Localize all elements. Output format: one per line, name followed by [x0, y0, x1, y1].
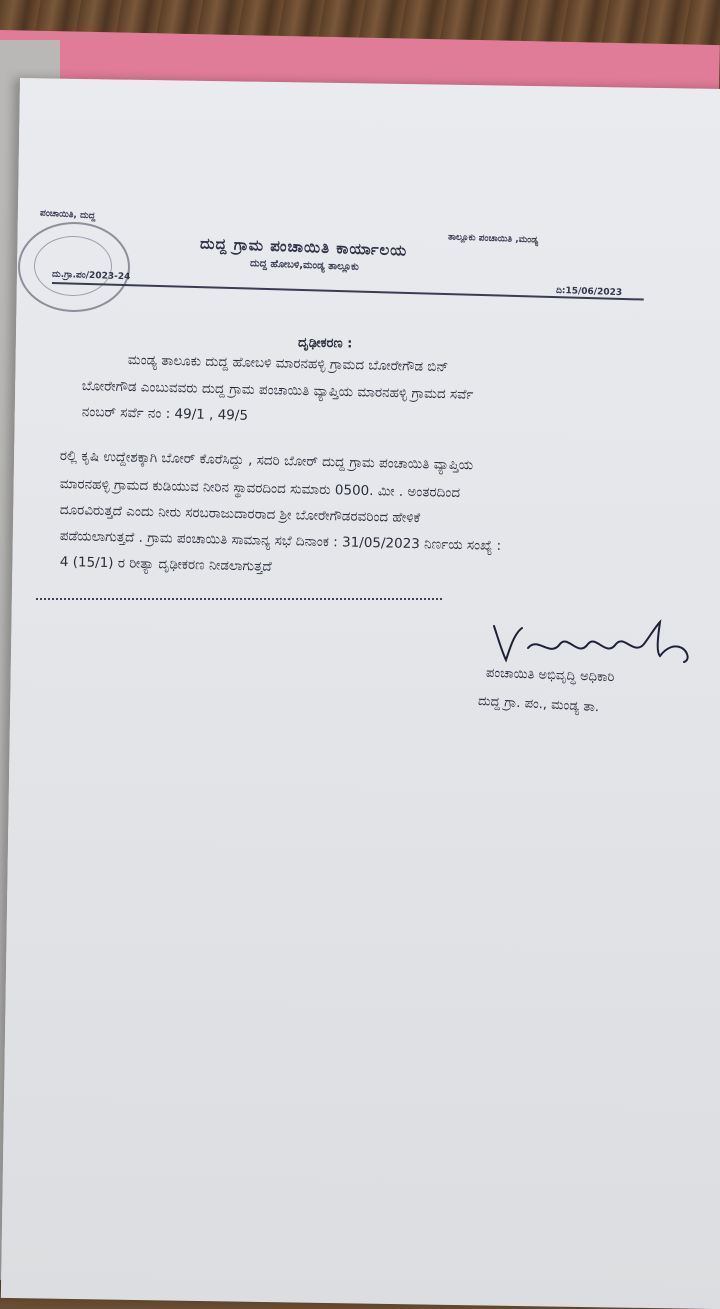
document-date: ದಿ:15/06/2023 — [555, 285, 623, 299]
office-seal-stamp — [18, 222, 130, 312]
body-line: 4 (15/1) ರ ರೀತ್ಯಾ ದೃಢೀಕರಣ ನೀಡಲಾಗುತ್ತದೆ — [59, 554, 272, 575]
signatory-title: ಪಂಚಾಯಿತಿ ಅಭಿವೃದ್ಧಿ ಅಧಿಕಾರಿ — [485, 665, 615, 686]
header-right-text: ತಾಲ್ಲೂಕು ಪಂಚಾಯಿತಿ ,ಮಂಡ್ಯ — [447, 232, 539, 246]
signatory-office: ದುದ್ದ ಗ್ರಾ. ಪಂ., ಮಂಡ್ಯ ತಾ. — [477, 693, 600, 716]
body-line: ಬೋರೇಗೌಡ ಎಂಬುವವರು ದುದ್ದ ಗ್ರಾಮ ಪಂಚಾಯಿತಿ ವ್ಯಾಪ್ತಿಯ ಮಾರನಹಳ್ಳಿ ಗ್ರಾಮದ ಸರ್ವೆ — [81, 378, 474, 403]
body-line: ರಲ್ಲಿ ಕೃಷಿ ಉದ್ದೇಶಕ್ಕಾಗಿ ಬೋರ್ ಕೊರೆಸಿದ್ದು , ಸದರಿ ಬೋರ್ ದುದ್ದ ಗ್ರಾಮ ಪಂಚಾಯಿತಿ ವ್ಯಾಪ್ತಿಯ — [59, 448, 474, 474]
body-line: ನಂಬರ್ ಸರ್ವೆ ನಂ : 49/1 , 49/5 — [81, 404, 249, 424]
handwritten-signature — [488, 618, 698, 668]
body-line: ದೂರವಿರುತ್ತದೆ ಎಂದು ನೀರು ಸರಬರಾಜುದಾರರಾದ ಶ್ರೀ ಬೋರೇಗೌಡರವರಿಂದ ಹೇಳಿಕೆ — [59, 502, 421, 527]
body-line: ಮಂಡ್ಯ ತಾಲೂಕು ದುದ್ದ ಹೋಬಳಿ ಮಾರನಹಳ್ಳಿ ಗ್ರಾಮದ ಬೋರೇಗೌಡ ಬಿನ್ — [127, 352, 449, 376]
reference-number: ದು.ಗ್ರಾ.ಪಂ/2023-24 — [51, 269, 131, 283]
header-left-text: ಪಂಚಾಯಿತಿ, ದುದ್ದ — [39, 208, 96, 222]
dotted-separator — [36, 598, 442, 600]
office-title: ದುದ್ದ ಗ್ರಾಮ ಪಂಚಾಯಿತಿ ಕಾರ್ಯಾಲಯ — [199, 234, 408, 260]
body-line: ಪಡೆಯಲಾಗುತ್ತದೆ . ಗ್ರಾಮ ಪಂಚಾಯಿತಿ ಸಾಮಾನ್ಯ ಸಭೆ ದಿನಾಂಕ : 31/05/2023 ನಿರ್ಣಯ ಸಂಖ್ಯೆ : — [59, 528, 502, 555]
body-line: ಮಾರನಹಳ್ಳಿ ಗ್ರಾಮದ ಕುಡಿಯುವ ನೀರಿನ ಸ್ಥಾವರದಿಂದ ಸುಮಾರು 0500. ಮೀ . ಅಂತರದಿಂದ — [59, 476, 461, 502]
office-subtitle: ದುದ್ದ ಹೋಬಳಿ,ಮಂಡ್ಯ ತಾಲ್ಲೂಕು — [249, 258, 360, 273]
document-heading: ದೃಢೀಕರಣ : — [297, 335, 353, 352]
